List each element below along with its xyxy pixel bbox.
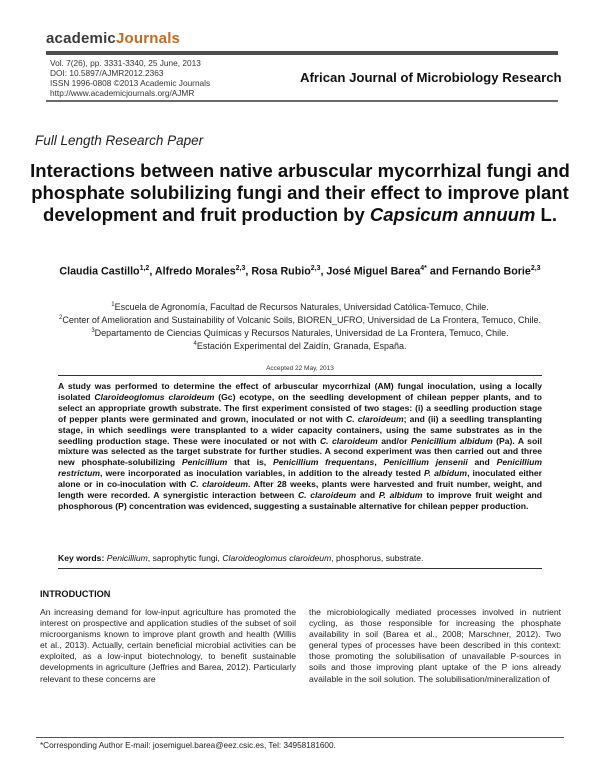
- abstract-run: Penicillium jensenii: [383, 457, 468, 468]
- abstract-run: (Pa). A soil mixture was selected as the target substrate for further studies. A second experiment was then carried out and three new phosphate-solubilizing: [58, 435, 542, 468]
- logo-part-academic: academic: [46, 30, 116, 47]
- affiliation-number: 2: [59, 315, 63, 321]
- affiliation-text: Estación Experimental del Zaidín, Granada, España.: [196, 341, 407, 351]
- affiliation-text: Escuela de Agronomía, Facultad de Recursos Naturales, Universidad Católica-Temuco, Chile.: [114, 302, 489, 312]
- author-affiliation-mark: 2,3: [235, 265, 246, 272]
- accepted-date: Accepted 22 May, 2013: [266, 365, 334, 372]
- abstract-run: that is,: [227, 457, 273, 468]
- affiliation-number: 4: [193, 341, 197, 347]
- abstract-run: C. claroideum: [190, 479, 248, 490]
- meta-doi: DOI: 10.5897/AJMR2012.2363: [50, 68, 164, 78]
- abstract-bottom-rule: [58, 568, 542, 569]
- intro-right-run: the microbiologically mediated processes involved in nutrient cycling, as those responsible for increasing the phosphate availability in soil (Barea et al., 2008; Marschner, 2012). Two general types of processes have been described in this context: those promoting the solubilisation of unavailable P-sources in soils and those improving plant uptake of the P ions already available in the soil solution. The solubilisation/mineralization of: [309, 607, 561, 684]
- affiliation-line: [40, 339, 560, 352]
- keywords-run: Key words:: [58, 553, 105, 563]
- abstract-run: P. albidum: [378, 490, 423, 501]
- keywords: [58, 553, 542, 564]
- publisher-logo: [46, 30, 180, 47]
- affiliation-line: [40, 326, 560, 339]
- abstract-run: P. albidum: [424, 468, 468, 479]
- author-separator: and: [426, 265, 452, 278]
- abstract: [58, 381, 542, 512]
- affiliation-line: [40, 313, 560, 326]
- affiliations: [40, 300, 560, 352]
- author-name: Fernando Borie: [451, 265, 531, 278]
- abstract-run: . After 28 weeks, plants were harvested and fruit number, weight, and length were recorded. A synergistic interaction between: [58, 479, 542, 501]
- abstract-run: C. claroideum: [297, 490, 357, 501]
- affiliation-text: Center of Amelioration and Sustainability of Volcanic Soils, BIOREN_UFRO, Universidad de La Frontera, Temuco, Chile.: [62, 315, 541, 325]
- abstract-run: Penicillium albidum: [410, 435, 493, 446]
- abstract-run: (Gc) ecotype, on the seedling development of chilean pepper plants, and to select an appropriate growth substrate. The first experiment consisted of two stages: (i) a seedling production stage of pepper plants were germinated and grown, inoculated or not with: [58, 391, 542, 424]
- abstract-run: and/or: [377, 435, 411, 446]
- journal-name: African Journal of Microbiology Research: [300, 70, 562, 85]
- keywords-run: , saprophytic fungi,: [147, 553, 223, 563]
- title-species: Capsicum annuum: [369, 204, 536, 225]
- abstract-run: , were incorporated as inoculation variables, in addition to the already tested: [100, 468, 425, 479]
- abstract-run: C. claroideum: [319, 435, 378, 446]
- abstract-run: ; and (ii) a seedling transplanting stage, in which seedlings were transplanted to a wider capacity containers, using the same substrates as in the seedling production stage. These were inoculated or not with: [58, 413, 542, 446]
- section-heading: INTRODUCTION: [40, 589, 111, 599]
- author-affiliation-mark: 4*: [420, 265, 427, 272]
- author-name: José Miguel Barea: [326, 265, 421, 278]
- author-name: Claudia Castillo: [59, 265, 140, 278]
- paper-type: Full Length Research Paper: [35, 133, 204, 148]
- meta-volume: Vol. 7(26), pp. 3331-3340, 25 June, 2013: [50, 58, 201, 68]
- author-affiliation-mark: 2,3: [530, 265, 541, 272]
- corresponding-author-footnote: *Corresponding Author E-mail: josemiguel.barea@eez.csic.es, Tel: 34958181600.: [40, 741, 336, 750]
- abstract-run: and: [467, 457, 497, 468]
- meta-issn: ISSN 1996-0808 ©2013 Academic Journals: [50, 78, 211, 88]
- body-column-left: [40, 607, 296, 685]
- keywords-run: Claroideoglomus claroideum: [222, 553, 332, 563]
- abstract-run: A study was performed to determine the effect of arbuscular mycorrhizal (AM) fungal inoculation, using a locally isolated: [58, 381, 542, 402]
- abstract-run: and: [356, 490, 379, 501]
- abstract-run: to improve fruit weight and phosphorous (P) concentration was evidenced, suggesting a sustainable alternative for chilean pepper production.: [58, 490, 542, 511]
- abstract-run: , inoculated either alone or in co-inoculation with: [58, 468, 542, 490]
- affiliation-text: Departamento de Ciencias Químicas y Recursos Naturales, Universidad de La Frontera, Temuco, Chile.: [94, 328, 509, 338]
- author-separator: ,: [245, 265, 252, 278]
- abstract-run: C. claroideum: [346, 413, 404, 424]
- header-bar: [46, 51, 558, 55]
- author-name: Rosa Rubio: [251, 265, 311, 278]
- affiliation-number: 3: [91, 328, 95, 334]
- title-main: Interactions between native arbuscular mycorrhizal fungi and phosphate solubilizing fungi and their effect to improve plant development and fruit production by: [30, 160, 570, 225]
- author-separator: ,: [320, 265, 327, 278]
- affiliation-line: [40, 300, 560, 313]
- abstract-run: Penicillium frequentans: [272, 457, 375, 468]
- author-name: Alfredo Morales: [154, 265, 236, 278]
- intro-left-run: An increasing demand for low-input agriculture has promoted the interest on prospective and application studies of the subset of soil microorganisms known to improve plant growth and health (Willis et al., 2013). Actually, certain beneficial microbial activities can be exploited, as a low-input biotechnology, to benefit sustainable developments in agriculture (Jeffries and Barea, 2012). Particularly relevant to these concerns are: [40, 607, 296, 684]
- footnote-rule: [36, 737, 564, 738]
- affiliation-number: 1: [111, 302, 115, 308]
- abstract-run: Claroideoglomus claroideum: [94, 391, 215, 402]
- title-suffix: L.: [535, 204, 557, 225]
- author-separator: ,: [149, 265, 155, 278]
- paper-title: [30, 160, 570, 226]
- abstract-run: Penicillium: [181, 457, 228, 468]
- abstract-run: Penicillium restrictum: [58, 457, 542, 479]
- abstract-top-rule: [58, 375, 542, 376]
- author-affiliation-mark: 2,3: [310, 265, 321, 272]
- logo-part-journals: Journals: [115, 30, 181, 47]
- meta-url[interactable]: http://www.academicjournals.org/AJMR: [50, 88, 195, 98]
- body-column-right: [309, 607, 561, 685]
- author-list: [30, 262, 570, 279]
- abstract-run: ,: [374, 457, 384, 468]
- publication-meta: [50, 58, 300, 98]
- author-affiliation-mark: 1,2: [139, 265, 150, 272]
- keywords-run: , phosphorus, substrate.: [331, 553, 424, 563]
- keywords-run: Penicillium: [106, 553, 148, 563]
- header-divider: [46, 100, 558, 102]
